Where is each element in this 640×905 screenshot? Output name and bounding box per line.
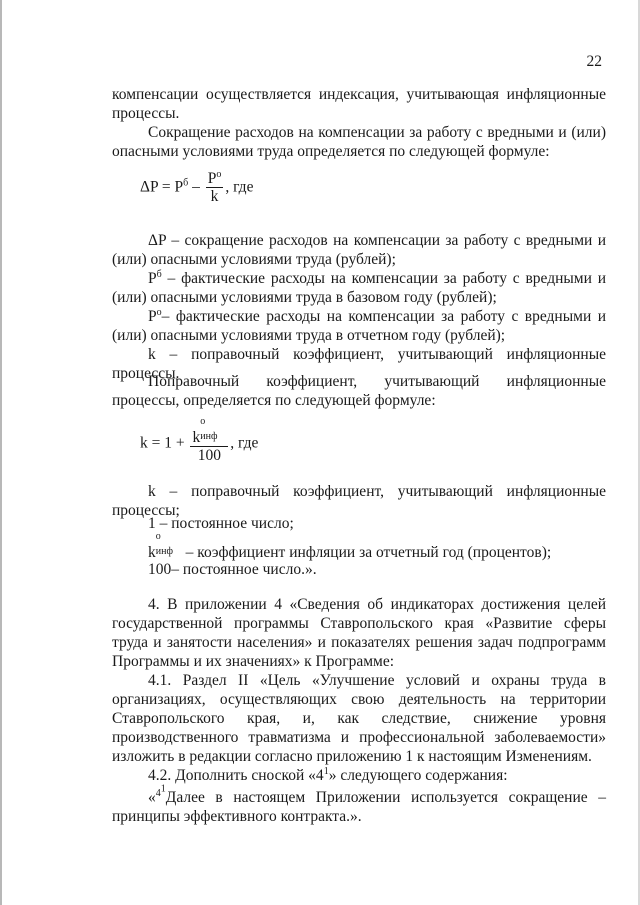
numerator2-symbol: k [192,429,201,446]
numerator-symbol: P [207,170,217,187]
scan-edge-left [0,0,2,905]
paragraph-item-4-2 [148,766,508,785]
footnote-marker [155,783,166,799]
paragraph-reduction-intro: Сокращение расходов на компенсации за работу с вредными и (или) опасными условиями труда определяется по следующей формуле: [112,124,606,160]
paragraph-item-4: 4. В приложении 4 «Сведения об индикаторах достижения целей государственной программы Ставропольского края «Развитие сферы труда и занятости населения» и показателях решения задач подпрограмм Программы и их значениях» к Программе: [112,596,606,670]
p-base-text: – фактические расходы на компенсации за работу с вредными и (или) опасными условиями труда в базовом году (рублей); [112,270,606,306]
formula-lhs: ΔP = P [140,178,184,196]
fraction2-numerator [190,416,228,447]
formula-k [140,416,259,465]
formula-lhs-sup: б [183,177,189,189]
definition-one: 1 – постоянное число; [148,515,294,532]
definition-k-second: k – поправочный коэффициент, учитывающий инфляционные процессы; [112,483,606,519]
footnote-4-1-text [112,783,606,826]
formula-tail: , где [225,178,254,196]
footnote-body: Далее в настоящем Приложении используется сокращение – принципы эффективного контракта.». [112,789,606,825]
item-4-2-post: » следующего содержания: [328,767,508,784]
footnote-marker-number: 4 [155,787,161,799]
paragraph-indexation: компенсации осуществляется индексация, учитывающая инфляционные процессы. [112,86,606,122]
p-report-sup: о [156,306,162,318]
definition-p-report [112,307,606,345]
p-base-sup: б [156,268,162,280]
k-inflation-indices [155,531,182,557]
paragraph-coefficient-intro: Поправочный коэффициент, учитывающий инфляционные процессы, определяется по следующей формуле: [112,373,606,409]
formula2-lhs: k = 1 + [140,434,185,452]
numerator-sup: о [216,168,222,180]
definition-delta-p: ΔP – сокращение расходов на компенсации за работу с вредными и (или) опасными условиями труда (рублей); [112,232,606,268]
formula-minus: – [192,178,200,196]
item-4-2-pre: 4.2. Дополнить сноской «4 [148,767,324,784]
numerator2-sub: инф [200,431,218,442]
p-base-symbol: P [148,270,157,287]
definition-hundred: 100– постоянное число.». [148,561,317,578]
definition-p-base [112,269,606,307]
fraction-numerator [206,170,224,188]
formula-delta-p [140,170,253,206]
definition-k: k – поправочный коэффициент, учитывающий инфляционные процессы. [112,346,606,382]
formula2-fraction [190,416,228,465]
numerator2-sup: о [200,416,206,427]
footnote-open-quote: « [148,789,156,806]
numerator2-indices [200,416,226,442]
item-4-2-sup: 1 [323,765,329,777]
paragraph-item-4-1: 4.1. Раздел II «Цель «Улучшение условий и охраны труда в организациях, осуществляющих свою деятельность на территории Ставропольского края, и, как следствие, снижение уровня производственного травматизма и профессиональной заболеваемости» изложить в редакции согласно приложению 1 к настоящим Изменениям. [112,672,606,765]
k-inflation-text: – коэффициент инфляции за отчетный год (процентов); [181,544,552,561]
k-inflation-symbol: k [148,544,156,561]
formula-fraction [206,170,224,206]
definition-k-inflation [148,531,552,562]
footnote-marker-sub: 1 [160,783,166,795]
k-inflation-sub: инф [155,546,173,557]
p-report-symbol: P [148,308,157,325]
page-number: 22 [586,53,602,70]
fraction-denominator: k [210,188,219,205]
k-inflation-sup: о [155,531,161,542]
fraction2-denominator: 100 [197,447,221,464]
formula2-tail: , где [230,434,259,452]
p-report-text: – фактические расходы на компенсации за работу с вредными и (или) опасными условиями труда в отчетном году (рублей); [112,308,606,344]
